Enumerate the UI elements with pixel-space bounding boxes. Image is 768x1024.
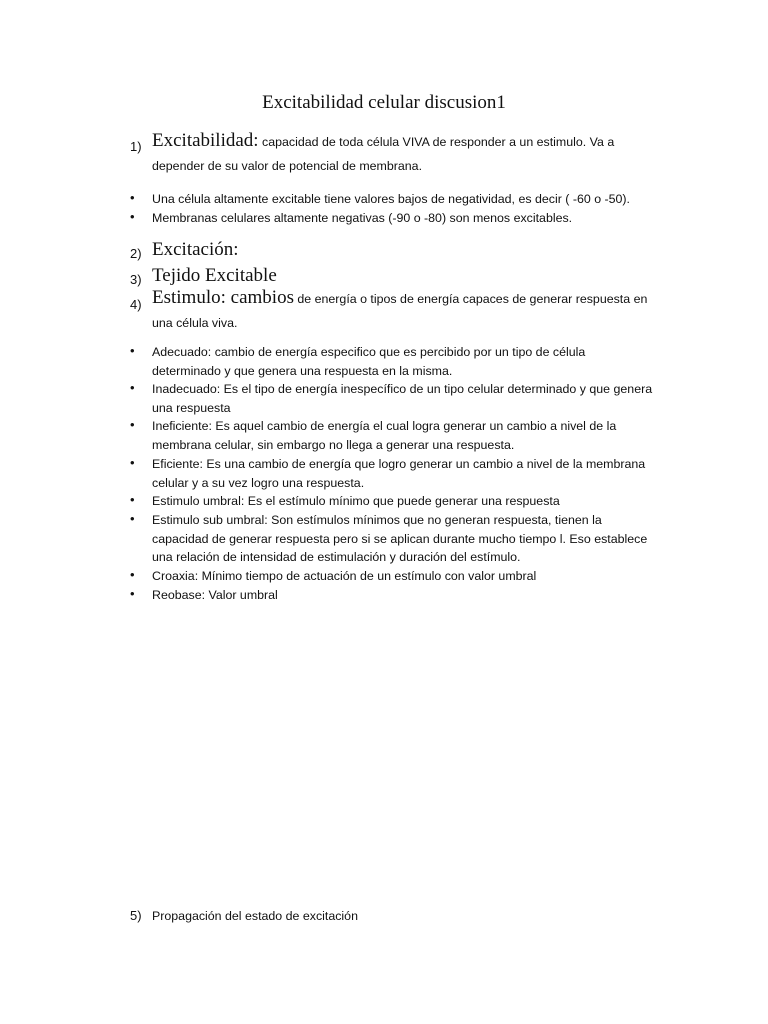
- list-item: [152, 511, 672, 567]
- list-item: [152, 567, 672, 586]
- list-item: [152, 417, 672, 454]
- list-item-line: Estimulo umbral: Es el estímulo mínimo que puede generar una respuesta: [152, 494, 560, 508]
- list-item: Una célula altamente excitable tiene valores bajos de negatividad, es decir ( -60 o -50).: [152, 192, 631, 206]
- bullet-marker: •: [130, 190, 135, 205]
- bullet-marker: •: [130, 455, 135, 470]
- bullet-marker: •: [130, 586, 135, 601]
- bullet-marker: •: [130, 209, 135, 224]
- item-2-heading: Excitación:: [152, 239, 239, 260]
- list-item: [152, 492, 672, 511]
- item-3-number: 3): [130, 272, 142, 287]
- bullet-marker: •: [130, 343, 135, 358]
- item-4-number: 4): [130, 297, 142, 312]
- bullet-marker: •: [130, 567, 135, 582]
- item-5-text: Propagación del estado de excitación: [152, 909, 358, 923]
- item-2-number: 2): [130, 246, 142, 261]
- item-4-text-line2: una célula viva.: [152, 316, 238, 330]
- document-title: Excitabilidad celular discusion1: [262, 92, 506, 113]
- list-item: [152, 343, 672, 380]
- item-1-heading: Excitabilidad:: [152, 130, 259, 151]
- list-item-line: Croaxia: Mínimo tiempo de actuación de un estímulo con valor umbral: [152, 569, 537, 583]
- item-3-heading: Tejido Excitable: [152, 265, 277, 286]
- list-item-line: una respuesta: [152, 400, 231, 415]
- list-item-line: celular y a su vez logro una respuesta.: [152, 475, 365, 490]
- list-item-line: Adecuado: cambio de energía especifico que es percibido por un tipo de célula: [152, 345, 586, 359]
- list-item-line: capacidad de generar respuesta pero si se aplican durante mucho tiempo l. Eso establece: [152, 531, 648, 546]
- list-item-line: una relación de intensidad de estimulación y duración del estímulo.: [152, 550, 521, 564]
- bullet-marker: •: [130, 511, 135, 526]
- list-item-line: Ineficiente: Es aquel cambio de energía el cual logra generar un cambio a nivel de la: [152, 419, 617, 433]
- list-item-line: Eficiente: Es una cambio de energía que logro generar un cambio a nivel de la membrana: [152, 457, 646, 471]
- list-item: Membranas celulares altamente negativas (-90 o -80) son menos excitables.: [152, 211, 573, 225]
- list-item-line: Inadecuado: Es el tipo de energía inespecífico de un tipo celular determinado y que genera: [152, 382, 653, 396]
- item-1-text-line1: capacidad de toda célula VIVA de responder a un estimulo. Va a: [258, 135, 615, 149]
- item-4-heading: Estimulo: cambios: [152, 287, 294, 308]
- item-1-text-line2: depender de su valor de potencial de membrana.: [152, 159, 423, 173]
- bullet-marker: •: [130, 492, 135, 507]
- list-item-line: Estimulo sub umbral: Son estímulos mínimos que no generan respuesta, tienen la: [152, 513, 602, 527]
- bullet-marker: •: [130, 417, 135, 432]
- list-item: [152, 380, 672, 417]
- bullet-marker: •: [130, 380, 135, 395]
- list-item-line: membrana celular, sin embargo no llega a generar una respuesta.: [152, 437, 515, 452]
- list-item: [152, 455, 672, 492]
- item-5-number: 5): [130, 908, 142, 923]
- list-item-line: Reobase: Valor umbral: [152, 588, 278, 602]
- item-1-number: 1): [130, 139, 142, 154]
- list-item: [152, 586, 672, 605]
- item-4-text-line1: de energía o tipos de energía capaces de generar respuesta en: [293, 292, 648, 306]
- list-item-line: determinado y que genera una respuesta en la misma.: [152, 363, 453, 378]
- item-1: [152, 132, 672, 152]
- item-4: [152, 289, 672, 309]
